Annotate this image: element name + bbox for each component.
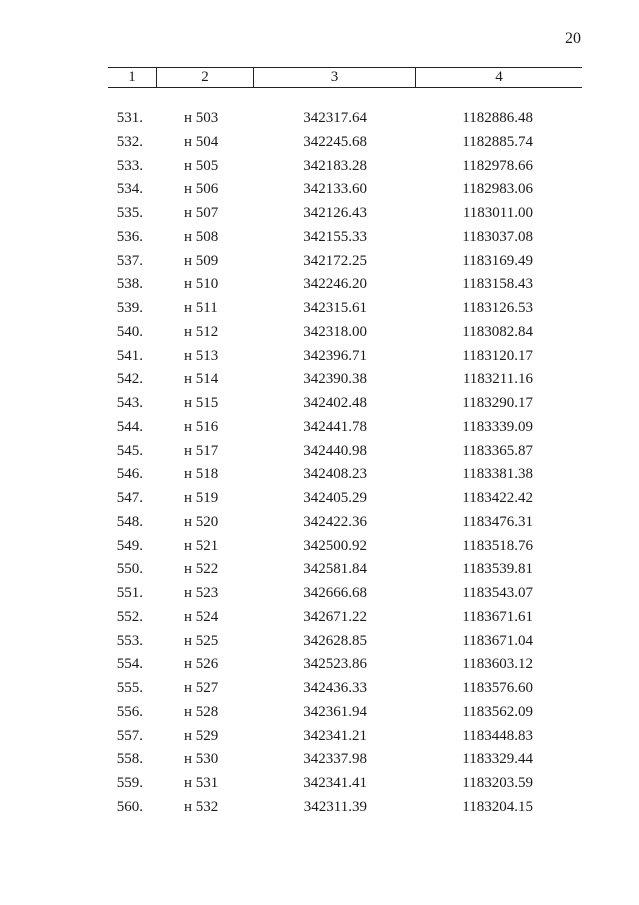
table-row [0, 440, 639, 464]
y-coordinate-cell: 1183120.17 [462, 347, 533, 364]
x-coordinate-cell: 342396.71 [303, 347, 367, 364]
y-coordinate-cell: 1183603.12 [462, 656, 533, 673]
y-coordinate-cell: 1183539.81 [462, 561, 533, 578]
point-id-cell: н 506 [184, 181, 219, 198]
row-number-cell: 560. [116, 798, 143, 815]
table-header [108, 67, 582, 88]
row-number-cell: 539. [116, 300, 143, 316]
y-coordinate-cell: 1182885.74 [462, 133, 533, 150]
x-coordinate-cell: 342666.68 [303, 585, 367, 601]
x-coordinate-cell: 342523.86 [303, 656, 367, 673]
y-coordinate-cell: 1183011.00 [462, 205, 533, 221]
y-coordinate-cell: 1183082.84 [462, 323, 533, 340]
header-col-1: 1 [128, 69, 136, 85]
header-col-3: 3 [253, 68, 415, 87]
y-coordinate-cell: 1183576.60 [462, 680, 533, 696]
point-id-cell: н 515 [184, 395, 219, 411]
table-row [0, 487, 639, 511]
row-number-cell: 554. [116, 656, 143, 673]
x-coordinate-cell: 342361.94 [303, 703, 367, 720]
x-coordinate-cell: 342311.39 [303, 798, 367, 815]
x-coordinate-cell: 342405.29 [303, 490, 367, 506]
x-coordinate-cell: 342422.36 [303, 513, 367, 530]
point-id-cell: н 510 [184, 276, 219, 293]
point-id-cell: н 507 [184, 205, 219, 221]
row-number-cell: 532. [116, 133, 143, 150]
point-id-cell: н 504 [184, 133, 219, 150]
table-row [0, 392, 639, 416]
point-id-cell: н 518 [184, 466, 219, 483]
row-number-cell: 543. [116, 395, 143, 411]
row-number-cell: 538. [116, 276, 143, 293]
y-coordinate-cell: 1183518.76 [462, 537, 533, 554]
x-coordinate-cell: 342628.85 [303, 632, 367, 649]
table-row [0, 511, 639, 535]
row-number-cell: 546. [116, 466, 143, 483]
table-row [0, 558, 639, 582]
y-coordinate-cell: 1183381.38 [462, 466, 533, 483]
row-number-cell: 534. [116, 181, 143, 198]
table-row [0, 677, 639, 701]
row-number-cell: 541. [116, 347, 143, 364]
point-id-cell: н 508 [184, 228, 219, 245]
x-coordinate-cell: 342172.25 [303, 252, 367, 269]
x-coordinate-cell: 342436.33 [303, 680, 367, 696]
point-id-cell: н 526 [184, 656, 219, 673]
row-number-cell: 545. [116, 442, 143, 459]
y-coordinate-cell: 1183339.09 [462, 418, 533, 435]
table-row [0, 131, 639, 155]
table-row [0, 748, 639, 772]
y-coordinate-cell: 1183204.15 [462, 798, 533, 815]
x-coordinate-cell: 342183.28 [303, 157, 367, 174]
table-row [0, 345, 639, 369]
table-row [0, 321, 639, 345]
y-coordinate-cell: 1183543.07 [462, 585, 533, 601]
row-number-cell: 542. [116, 371, 143, 388]
point-id-cell: н 523 [184, 585, 219, 601]
table-row [0, 535, 639, 559]
row-number-cell: 547. [116, 490, 143, 506]
x-coordinate-cell: 342440.98 [303, 442, 367, 459]
row-number-cell: 531. [116, 110, 143, 126]
table-row [0, 202, 639, 226]
point-id-cell: н 503 [184, 110, 219, 126]
x-coordinate-cell: 342671.22 [303, 608, 367, 625]
row-number-cell: 551. [116, 585, 143, 601]
table-row [0, 653, 639, 677]
point-id-cell: н 524 [184, 608, 219, 625]
point-id-cell: н 505 [184, 157, 219, 174]
x-coordinate-cell: 342581.84 [303, 561, 367, 578]
row-number-cell: 550. [116, 561, 143, 578]
x-coordinate-cell: 342245.68 [303, 133, 367, 150]
x-coordinate-cell: 342390.38 [303, 371, 367, 388]
x-coordinate-cell: 342441.78 [303, 418, 367, 435]
y-coordinate-cell: 1183329.44 [462, 751, 533, 768]
row-number-cell: 535. [116, 205, 143, 221]
y-coordinate-cell: 1183290.17 [462, 395, 533, 411]
x-coordinate-cell: 342133.60 [303, 181, 367, 198]
y-coordinate-cell: 1183671.04 [462, 632, 533, 649]
table-row [0, 297, 639, 321]
x-coordinate-cell: 342402.48 [303, 395, 367, 411]
y-coordinate-cell: 1183126.53 [462, 300, 533, 316]
row-number-cell: 553. [116, 632, 143, 649]
point-id-cell: н 527 [184, 680, 219, 696]
point-id-cell: н 520 [184, 513, 219, 530]
coordinates-table-body [0, 107, 639, 820]
point-id-cell: н 517 [184, 442, 219, 459]
table-row [0, 725, 639, 749]
x-coordinate-cell: 342317.64 [303, 110, 367, 126]
x-coordinate-cell: 342155.33 [303, 228, 367, 245]
row-number-cell: 549. [116, 537, 143, 554]
table-row [0, 606, 639, 630]
x-coordinate-cell: 342337.98 [303, 751, 367, 768]
row-number-cell: 537. [116, 252, 143, 269]
header-col-4: 4 [415, 68, 582, 87]
point-id-cell: н 530 [184, 751, 219, 768]
x-coordinate-cell: 342126.43 [303, 205, 367, 221]
table-row [0, 416, 639, 440]
row-number-cell: 552. [116, 608, 143, 625]
y-coordinate-cell: 1183562.09 [462, 703, 533, 720]
y-coordinate-cell: 1182983.06 [462, 181, 533, 198]
table-row [0, 368, 639, 392]
row-number-cell: 559. [116, 775, 143, 791]
table-row [0, 796, 639, 820]
point-id-cell: н 514 [184, 371, 219, 388]
page-number: 20 [565, 30, 581, 47]
table-row [0, 701, 639, 725]
row-number-cell: 536. [116, 228, 143, 245]
point-id-cell: н 528 [184, 703, 219, 720]
y-coordinate-cell: 1183203.59 [462, 775, 533, 791]
table-row [0, 107, 639, 131]
x-coordinate-cell: 342408.23 [303, 466, 367, 483]
x-coordinate-cell: 342246.20 [303, 276, 367, 293]
table-row [0, 250, 639, 274]
row-number-cell: 558. [116, 751, 143, 768]
table-row [0, 178, 639, 202]
point-id-cell: н 519 [184, 490, 219, 506]
x-coordinate-cell: 342318.00 [303, 323, 367, 340]
table-row [0, 630, 639, 654]
x-coordinate-cell: 342315.61 [303, 300, 367, 316]
y-coordinate-cell: 1183158.43 [462, 276, 533, 293]
point-id-cell: н 531 [184, 775, 219, 791]
table-row [0, 463, 639, 487]
table-row [0, 155, 639, 179]
row-number-cell: 540. [116, 323, 143, 340]
point-id-cell: н 511 [184, 300, 218, 316]
row-number-cell: 557. [116, 727, 143, 744]
table-row [0, 226, 639, 250]
row-number-cell: 556. [116, 703, 143, 720]
x-coordinate-cell: 342500.92 [303, 537, 367, 554]
table-row [0, 273, 639, 297]
table-row [0, 582, 639, 606]
y-coordinate-cell: 1183365.87 [462, 442, 533, 459]
row-number-cell: 555. [116, 680, 143, 696]
row-number-cell: 544. [116, 418, 143, 435]
y-coordinate-cell: 1183448.83 [462, 727, 533, 744]
header-col-2: 2 [156, 68, 253, 87]
y-coordinate-cell: 1182978.66 [462, 157, 533, 174]
table-row [0, 772, 639, 796]
y-coordinate-cell: 1183169.49 [462, 252, 533, 269]
x-coordinate-cell: 342341.21 [303, 727, 367, 744]
point-id-cell: н 516 [184, 418, 219, 435]
y-coordinate-cell: 1183671.61 [462, 608, 533, 625]
x-coordinate-cell: 342341.41 [303, 775, 367, 791]
row-number-cell: 533. [116, 157, 143, 174]
point-id-cell: н 512 [184, 323, 219, 340]
point-id-cell: н 532 [184, 798, 219, 815]
y-coordinate-cell: 1182886.48 [462, 110, 533, 126]
point-id-cell: н 522 [184, 561, 219, 578]
y-coordinate-cell: 1183211.16 [462, 371, 533, 388]
point-id-cell: н 525 [184, 632, 219, 649]
point-id-cell: н 521 [184, 537, 219, 554]
y-coordinate-cell: 1183422.42 [462, 490, 533, 506]
point-id-cell: н 529 [184, 727, 219, 744]
point-id-cell: н 509 [184, 252, 219, 269]
row-number-cell: 548. [116, 513, 143, 530]
y-coordinate-cell: 1183476.31 [462, 513, 533, 530]
y-coordinate-cell: 1183037.08 [462, 228, 533, 245]
point-id-cell: н 513 [184, 347, 219, 364]
